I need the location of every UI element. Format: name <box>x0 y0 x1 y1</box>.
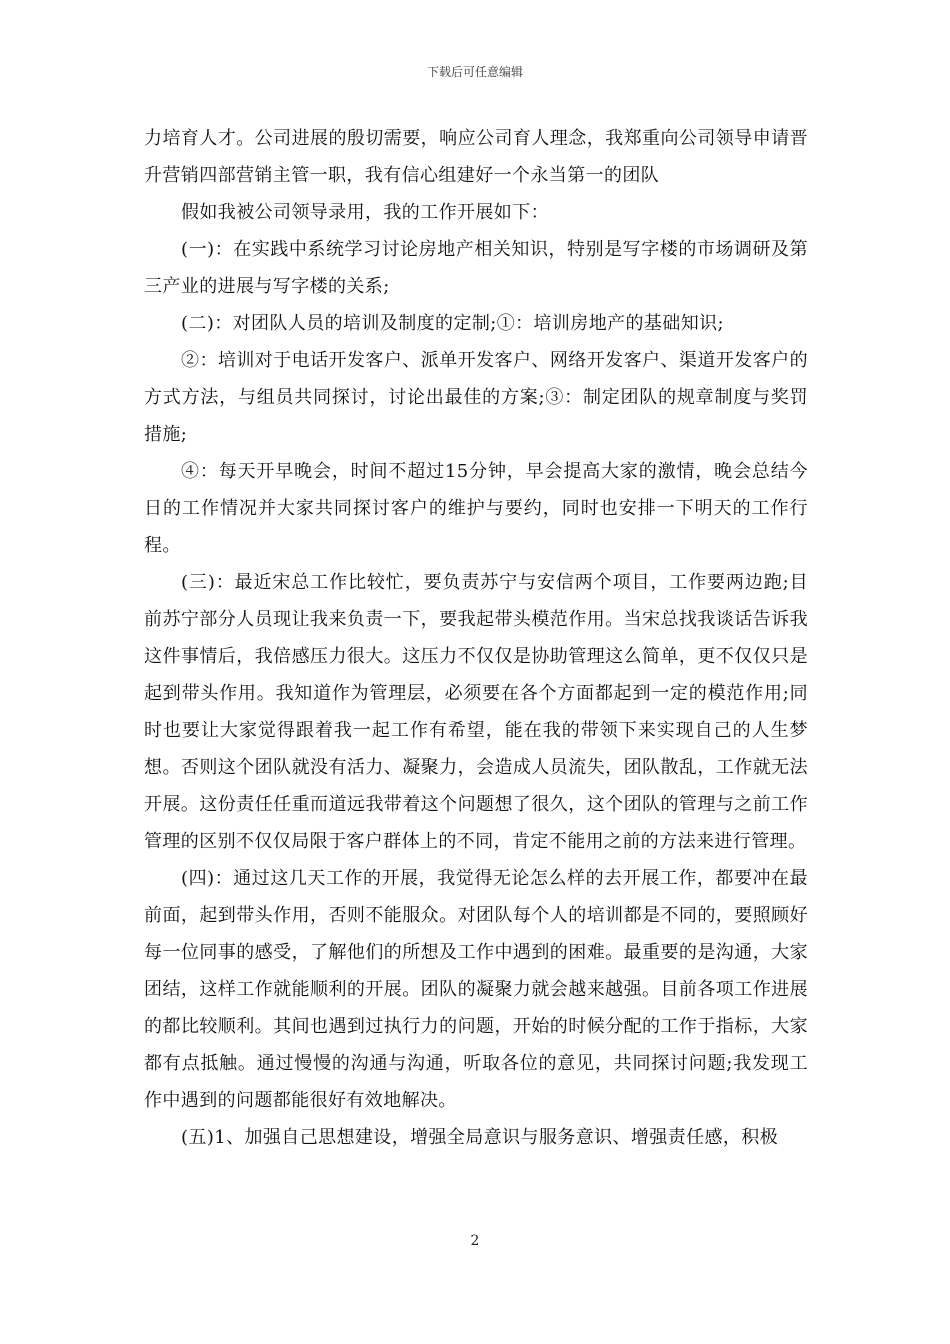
paragraph-1: 力培育人才。公司进展的殷切需要，响应公司育人理念，我郑重向公司领导申请晋升营销四部营销主管一职，我有信心组建好一个永当第一的团队 <box>144 128 808 186</box>
paragraph-5: ②：培训对于电话开发客户、派单开发客户、网络开发客户、渠道开发客户的方式方法，与组员共同探讨，讨论出最佳的方案;③：制定团队的规章制度与奖罚措施; <box>144 350 808 445</box>
document-body <box>144 120 808 1156</box>
paragraph-4: (二)：对团队人员的培训及制度的定制;①：培训房地产的基础知识; <box>181 313 724 334</box>
paragraph-6: ④：每天开早晚会，时间不超过15分钟，早会提高大家的激情，晚会总结今日的工作情况并大家共同探讨客户的维护与要约，同时也安排一下明天的工作行程。 <box>144 461 808 556</box>
page-header: 下载后可任意编辑 <box>426 65 523 79</box>
page-number: 2 <box>470 1233 480 1249</box>
paragraph-8: (四)：通过这几天工作的开展，我觉得无论怎么样的去开展工作，都要冲在最前面，起到带头作用，否则不能服众。对团队每个人的培训都是不同的，要照顾好每一位同事的感受，了解他们的所想及工作中遇到的困难。最重要的是沟通，大家团结，这样工作就能顺利的开展。团队的凝聚力就会越来越强。目前各项工作进展的都比较顺利。其间也遇到过执行力的问题，开始的时候分配的工作于指标，大家都有点抵触。通过慢慢的沟通与沟通，听取各位的意见，共同探讨问题;我发现工作中遇到的问题都能很好有效地解决。 <box>144 868 808 1111</box>
paragraph-9: (五)1、加强自己思想建设，增强全局意识与服务意识、增强责任感，积极 <box>181 1127 779 1148</box>
paragraph-7: (三)：最近宋总工作比较忙，要负责苏宁与安信两个项目，工作要两边跑;目前苏宁部分人员现让我来负责一下，要我起带头模范作用。当宋总找我谈话告诉我这件事情后，我倍感压力很大。这压力不仅仅是协助管理这么简单，更不仅仅只是起到带头作用。我知道作为管理层，必须要在各个方面都起到一定的模范作用;同时也要让大家觉得跟着我一起工作有希望，能在我的带领下来实现自己的人生梦想。否则这个团队就没有活力、凝聚力，会造成人员流失，团队散乱，工作就无法开展。这份责任任重而道远我带着这个问题想了很久，这个团队的管理与之前工作管理的区别不仅仅局限于客户群体上的不同，肯定不能用之前的方法来进行管理。 <box>144 572 808 852</box>
paragraph-2: 假如我被公司领导录用，我的工作开展如下： <box>181 202 549 223</box>
paragraph-3: (一)：在实践中系统学习讨论房地产相关知识，特别是写字楼的市场调研及第三产业的进展与写字楼的关系; <box>144 239 808 297</box>
